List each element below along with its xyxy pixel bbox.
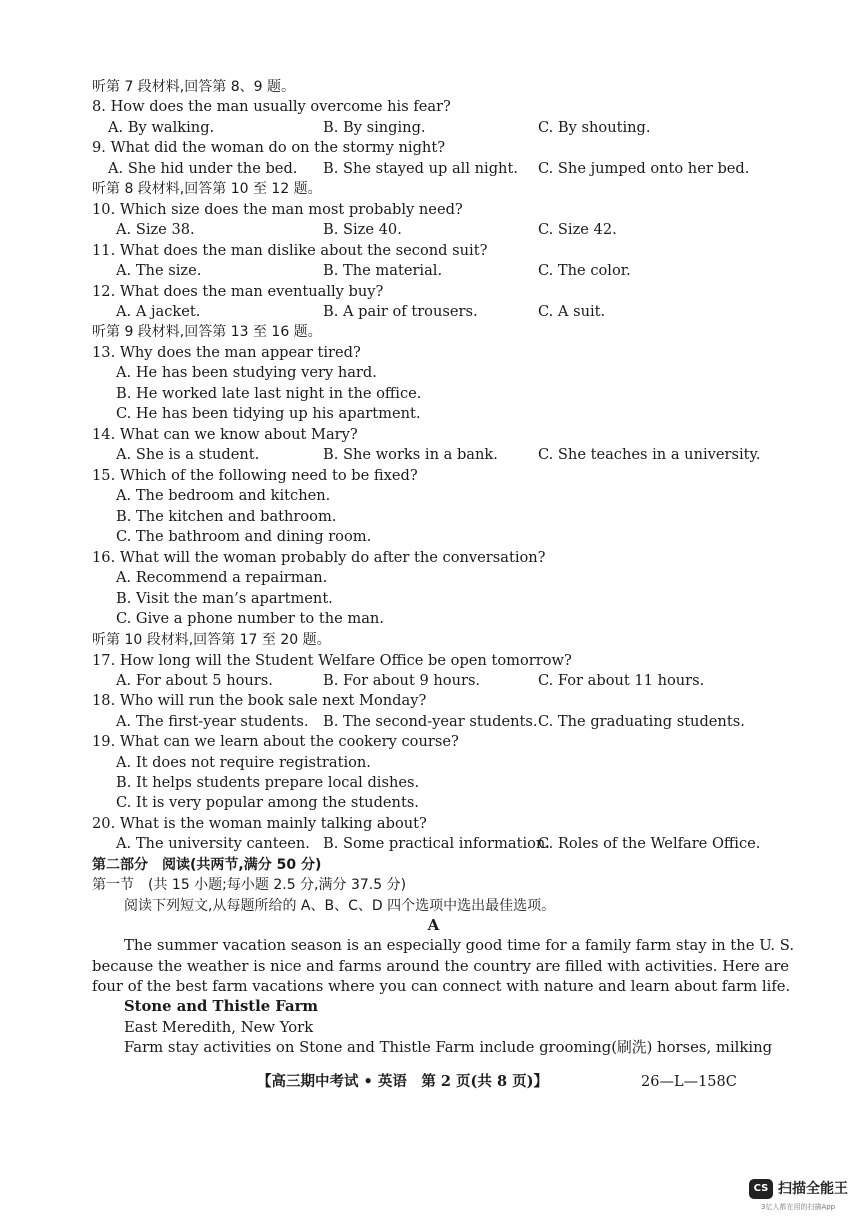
text-line: B. The second-year students. [323,713,538,730]
text-line: A. The size. [116,262,202,279]
text-line: C. The bathroom and dining room. [116,528,372,545]
text-line: B. He worked late last night in the office. [116,385,422,402]
text-line: 15. Which of the following need to be fixed? [92,467,418,484]
text-line: C. For about 11 hours. [538,672,705,689]
scanner-watermark [749,1177,859,1221]
text-line: A. The bedroom and kitchen. [116,487,331,504]
text-line: 13. Why does the man appear tired? [92,344,361,361]
text-line: A. It does not require registration. [116,754,371,771]
text-line: 11. What does the man dislike about the second suit? [92,242,488,259]
text-line: The summer vacation season is an especially good time for a family farm stay in the U. S. [124,937,795,954]
text-line: A. By walking. [108,119,215,136]
text-line: A. The first-year students. [116,713,309,730]
text-line: A. She is a student. [116,446,260,463]
text-line: A. The university canteen. [116,835,310,852]
text-line: Farm stay activities on Stone and Thistle Farm include grooming(刷洗) horses, milking [124,1039,773,1056]
text-line: B. The kitchen and bathroom. [116,508,337,525]
text-line: C. Roles of the Welfare Office. [538,835,761,852]
section-heading: 第二部分 阅读(共两节,满分 50 分) [92,857,322,873]
text-line: C. Size 42. [538,221,617,238]
text-line: A. For about 5 hours. [116,672,273,689]
footer-page-label: 【高三期中考试 • 英语 第 2 页(共 8 页)】 [257,1073,548,1090]
text-line: A. A jacket. [116,303,201,320]
section-heading: 听第 10 段材料,回答第 17 至 20 题。 [92,632,331,648]
section-heading: 第一节 (共 15 小题;每小题 2.5 分,满分 37.5 分) [92,877,407,893]
text-line: B. For about 9 hours. [323,672,481,689]
text-line: C. Give a phone number to the man. [116,610,384,627]
text-line: B. She stayed up all night. [323,160,518,177]
text-line: C. He has been tidying up his apartment. [116,405,421,422]
text-line: B. By singing. [323,119,426,136]
text-line: A. She hid under the bed. [108,160,298,177]
text-line: A. Recommend a repairman. [116,569,328,586]
section-heading: 听第 7 段材料,回答第 8、9 题。 [92,79,295,95]
text-line: C. She teaches in a university. [538,446,761,463]
camscanner-logo-icon: CS [749,1179,773,1199]
text-line: B. Visit the man’s apartment. [116,590,333,607]
section-heading: 听第 8 段材料,回答第 10 至 12 题。 [92,181,322,197]
text-line: A. He has been studying very hard. [116,364,377,381]
text-line: C. The color. [538,262,631,279]
text-line: 12. What does the man eventually buy? [92,283,384,300]
text-line: B. A pair of trousers. [323,303,478,320]
passage-title: A [427,916,440,934]
text-line: B. Some practical information. [323,835,550,852]
text-line: 10. Which size does the man most probably need? [92,201,463,218]
text-line: Stone and Thistle Farm [124,998,319,1015]
text-line: B. Size 40. [323,221,402,238]
text-line: 20. What is the woman mainly talking about? [92,815,427,832]
text-line: C. She jumped onto her bed. [538,160,750,177]
text-line: East Meredith, New York [124,1019,314,1036]
footer-exam-code: 26—L—158C [641,1074,737,1090]
section-heading: 听第 9 段材料,回答第 13 至 16 题。 [92,324,322,340]
text-line: four of the best farm vacations where you can connect with nature and learn about farm life. [92,978,791,995]
text-line: 17. How long will the Student Welfare Office be open tomorrow? [92,652,572,669]
text-line: C. By shouting. [538,119,651,136]
text-line: 8. How does the man usually overcome his fear? [92,98,451,115]
text-line: B. It helps students prepare local dishes. [116,774,420,791]
text-line: 18. Who will run the book sale next Monday? [92,692,427,709]
text-line: C. A suit. [538,303,606,320]
text-line: 16. What will the woman probably do after the conversation? [92,549,546,566]
text-line: C. The graduating students. [538,713,745,730]
text-line: 9. What did the woman do on the stormy night? [92,139,446,156]
text-line: 14. What can we know about Mary? [92,426,358,443]
text-line: 19. What can we learn about the cookery course? [92,733,459,750]
text-line: A. Size 38. [116,221,195,238]
text-line: C. It is very popular among the students. [116,794,419,811]
watermark-subtitle: 3亿人都在用的扫描App [761,1203,836,1211]
text-line: B. The material. [323,262,443,279]
text-line: because the weather is nice and farms around the country are filled with activities. Here are [92,958,790,975]
watermark-title: 扫描全能王 [778,1181,848,1197]
section-heading: 阅读下列短文,从每题所给的 A、B、C、D 四个选项中选出最佳选项。 [124,898,556,914]
text-line: B. She works in a bank. [323,446,498,463]
